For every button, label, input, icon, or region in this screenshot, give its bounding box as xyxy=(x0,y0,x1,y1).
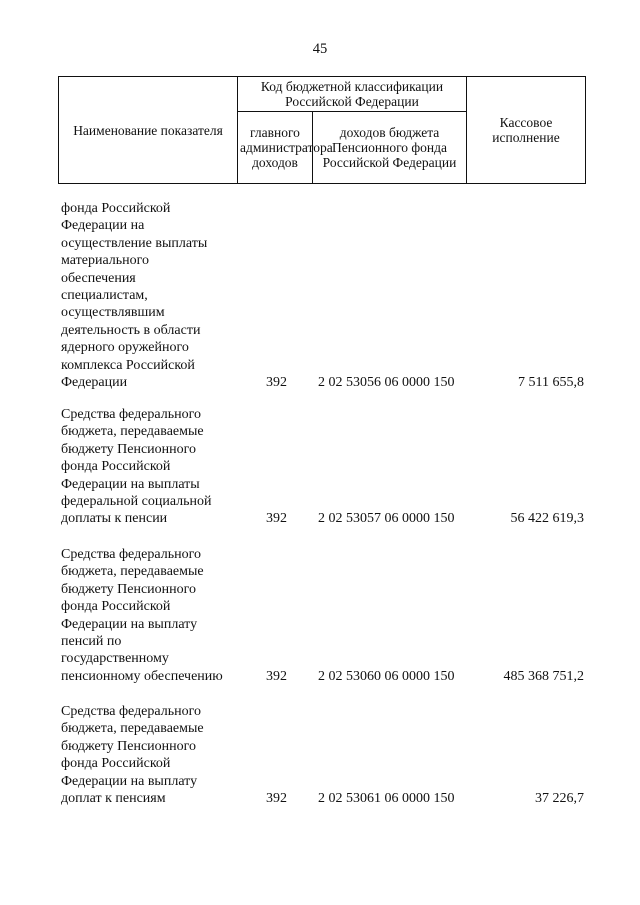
revenue-code: 2 02 53056 06 0000 150 xyxy=(318,375,455,390)
header-amount-column: Кассовое исполнение xyxy=(467,77,586,184)
indicator-name xyxy=(61,703,246,807)
indicator-name-line: бюджета, передаваемые xyxy=(61,721,204,737)
indicator-name-line: Федерации на выплату xyxy=(61,616,198,632)
indicator-name-line: осуществлявшим xyxy=(61,305,165,321)
page-number: 45 xyxy=(312,41,328,57)
indicator-name-line: фонда Российской xyxy=(61,599,171,615)
header-code-group: Код бюджетной классификации Российской Федерации xyxy=(238,77,467,112)
indicator-name-line: бюджету Пенсионного xyxy=(61,441,197,457)
indicator-name-line: Федерации xyxy=(61,375,128,391)
header-revenue-column: доходов бюджета Пенсионного фонда Российской Федерации xyxy=(313,112,467,184)
indicator-name-line: Средства федерального xyxy=(61,407,201,422)
revenue-code: 2 02 53061 06 0000 150 xyxy=(318,791,455,806)
revenue-code: 2 02 53057 06 0000 150 xyxy=(318,511,455,527)
indicator-name-line: федеральной социальной xyxy=(61,494,212,510)
indicator-name-line: специалистам, xyxy=(61,288,148,304)
indicator-name-line: Федерации на выплату xyxy=(61,773,198,789)
indicator-name-line: пенсий по xyxy=(61,634,122,650)
indicator-name-line: ядерного оружейного xyxy=(61,340,189,356)
header-name-column: Наименование показателя xyxy=(59,77,238,184)
indicator-name-line: осуществление выплаты xyxy=(61,235,208,251)
amount: 37 226,7 xyxy=(535,791,584,806)
amount: 485 368 751,2 xyxy=(503,668,584,684)
admin-code: 392 xyxy=(266,668,287,684)
indicator-name-line: Средства федерального xyxy=(61,704,201,719)
indicator-name xyxy=(61,406,246,528)
revenue-code: 2 02 53060 06 0000 150 xyxy=(318,668,455,684)
indicator-name-line: обеспечения xyxy=(61,270,136,286)
indicator-name-line: бюджета, передаваемые xyxy=(61,564,204,580)
indicator-name-line: пенсионному обеспечению xyxy=(61,668,223,684)
indicator-name-line: материального xyxy=(61,253,150,269)
indicator-name-line: Федерации на выплаты xyxy=(61,476,200,492)
admin-code: 392 xyxy=(266,511,287,527)
indicator-name-line: бюджету Пенсионного xyxy=(61,581,197,597)
indicator-name-line: бюджету Пенсионного xyxy=(61,738,197,754)
indicator-name-line: комплекса Российской xyxy=(61,357,195,373)
amount: 7 511 655,8 xyxy=(518,375,584,390)
indicator-name xyxy=(61,200,246,391)
indicator-name-line: доплаты к пенсии xyxy=(61,511,168,527)
indicator-name-line: доплат к пенсиям xyxy=(61,791,166,807)
indicator-name-line: фонда Российской xyxy=(61,756,171,772)
indicator-name-line: бюджета, передаваемые xyxy=(61,424,204,440)
amount: 56 422 619,3 xyxy=(510,511,584,527)
indicator-name-line: деятельность в области xyxy=(61,322,201,338)
admin-code: 392 xyxy=(266,791,287,806)
indicator-name-line: государственному xyxy=(61,651,169,667)
admin-code: 392 xyxy=(266,375,287,390)
indicator-name-line: Федерации на xyxy=(61,218,145,234)
indicator-name-line: фонда Российской xyxy=(61,459,171,475)
header-admin-column: главного администратора доходов xyxy=(238,112,313,184)
indicator-name-line: фонда Российской xyxy=(61,201,171,216)
table-header xyxy=(58,76,586,184)
indicator-name-line: Средства федерального xyxy=(61,547,201,562)
indicator-name xyxy=(61,546,246,685)
